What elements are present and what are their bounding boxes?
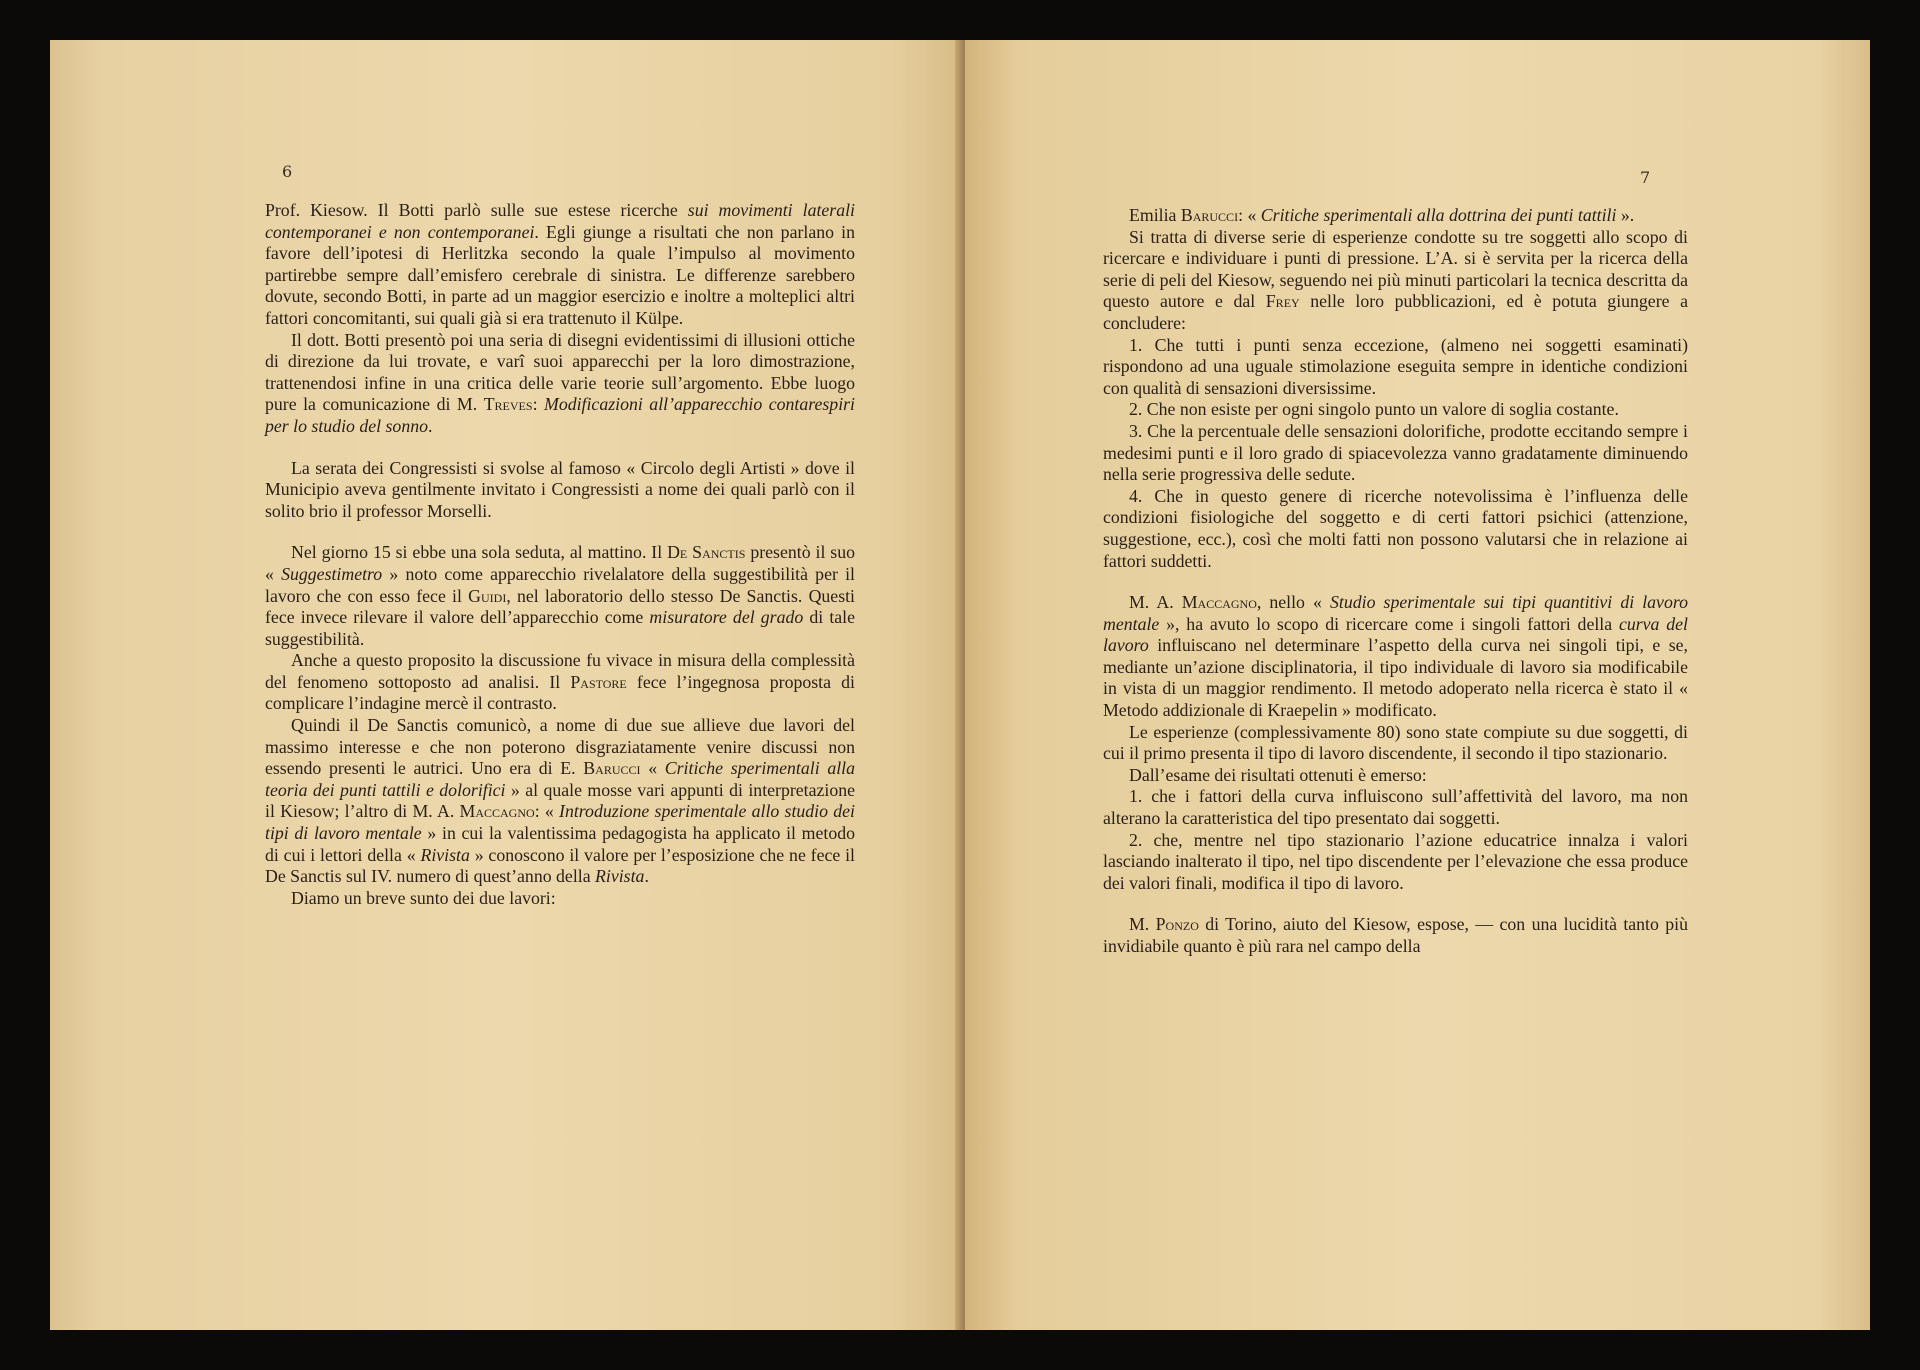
left-text-block [265, 200, 855, 909]
paragraph: Anche a questo proposito la discussione fu vivace in misura della complessità del fenomeno sottoposto ad analisi. Il Pastore fece l’ingegnosa proposta di complicare l’indagine mercè il contrasto. [265, 650, 855, 714]
paragraph: Dall’esame dei risultati ottenuti è emerso: [1129, 764, 1427, 785]
paragraph: La serata dei Congressisti si svolse al famoso « Circolo degli Artisti » dove il Municipio aveva gentilmente invitato i Congressisti a nome dei quali parlò con il solito brio il professor Morselli. [265, 457, 855, 521]
paragraph: Quindi il De Sanctis comunicò, a nome di due sue allieve due lavori del massimo interesse e che non poterono disgraziatamente venire discussi non essendo presenti le autrici. Uno era di E. Barucci « Critiche sperimentali alla teoria dei punti tattili e dolorifici » al quale mosse vari appunti di interpretazione il Kiesow; l’altro di M. A. Maccagno: « Introduzione sperimentale allo studio dei tipi di lavoro mentale » in cui la valentissima pedagogista ha applicato il metodo di cui i lettori della « Rivista » conoscono il valore per l’esposizione che ne fece il De Sanctis sul IV. numero di quest’anno della Rivista. [265, 715, 856, 887]
paragraph: M. A. Maccagno, nello « Studio sperimentale sui tipi quantitivi di lavoro mentale », ha avuto lo scopo di ricercare come i singoli fattori della curva del lavoro influiscano nel determinare l’aspetto della curva nei singoli tipi, e se, mediante un’azione disciplinatoria, il tipo individuale di lavoro sia modificabile in vista di un maggior rendimento. Il metodo adoperato nella ricerca è stato il « Metodo addizionale di Kraepelin » modificato. [1103, 592, 1688, 721]
paragraph: Nel giorno 15 si ebbe una sola seduta, al mattino. Il De Sanctis presentò il suo « Suggestimetro » noto come apparecchio rivelalatore della suggestibilità per il lavoro che con esso fece il Guidi, nel laboratorio dello stesso De Sanctis. Questi fece invece rilevare il valore dell’apparecchio come misuratore del grado di tale suggestibilità. [265, 542, 856, 649]
right-page [965, 40, 1870, 1330]
paragraph: Emilia Barucci: « Critiche sperimentali alla dottrina dei punti tattili ». [1129, 205, 1635, 225]
paragraph: 3. Che la percentuale delle sensazioni dolorifiche, prodotte eccitando sempre i medesimi punti e il loro grado di spiacevolezza vanno gradatamente diminuendo nella serie progressiva delle sedute. [1103, 420, 1688, 485]
paragraph: Il dott. Botti presentò poi una seria di disegni evidentissimi di illusioni ottiche di direzione da lui trovate, e varî suoi apparecchi per la loro dimostrazione, trattenendosi infine in una critica delle varie teorie sull’argomento. Ebbe luogo pure la comunicazione di M. Treves: Modificazioni all’apparecchio contarespiri per lo studio del sonno. [265, 329, 855, 436]
left-page [50, 40, 962, 1330]
paragraph: M. Ponzo di Torino, aiuto del Kiesow, espose, — con una lucidità tanto più invidiabile quanto è più rara nel campo della [1103, 914, 1688, 956]
paragraph: Le esperienze (complessivamente 80) sono state compiute su due soggetti, di cui il primo presenta il tipo di lavoro discendente, il secondo il tipo stazionario. [1103, 721, 1688, 764]
paragraph: 1. Che tutti i punti senza eccezione, (almeno nei soggetti esaminati) rispondono ad una uguale stimolazione eseguita sempre in identiche condizioni con qualità di sensazioni diversissime. [1103, 334, 1688, 398]
page-number: 6 [282, 162, 293, 181]
paragraph: Prof. Kiesow. Il Botti parlò sulle sue estese ricerche sui movimenti laterali contemporanei e non contemporanei. Egli giunge a risultati che non parlano in favore dell’ipotesi di Herlitzka secondo la quale l’impulso al movimento partirebbe sempre dall’emisfero cerebrale di sinistra. Le differenze sarebbero dovute, secondo Botti, in parte ad un maggior esercizio e inoltre a molteplici altri fattori concomitanti, sui quali già si era trattenuto il Külpe. [265, 200, 855, 328]
paragraph: 1. che i fattori della curva influiscono sull’affettività del lavoro, ma non alterano la caratteristica del tipo presentato dai soggetti. [1103, 786, 1688, 829]
paragraph: 4. Che in questo genere di ricerche notevolissima è l’influenza delle condizioni fisiologiche del soggetto e di certi fattori psichici (attenzione, suggestione, ecc.), così che molti fatti non possono valutarsi che in relazione ai fattori suddetti. [1103, 485, 1688, 571]
right-text-block [1103, 205, 1688, 958]
paragraph: Si tratta di diverse serie di esperienze condotte su tre soggetti allo scopo di ricercare e individuare i punti di pressione. L’A. si è servita per la ricerca della serie di peli del Kiesow, seguendo nei più minuti particolari la tecnica descritta da questo autore e dal Frey nelle loro pubblicazioni, ed è potuta giungere a concludere: [1103, 226, 1688, 333]
paragraph: 2. Che non esiste per ogni singolo punto un valore di soglia costante. [1129, 399, 1619, 420]
paragraph: 2. che, mentre nel tipo stazionario l’azione educatrice innalza i valori lasciando inalterato il tipo, nel tipo discendente per l’elevazione che essa produce dei valori finali, modifica il tipo di lavoro. [1103, 829, 1688, 893]
page-number: 7 [1640, 168, 1651, 187]
paragraph: Diamo un breve sunto dei due lavori: [291, 887, 556, 908]
